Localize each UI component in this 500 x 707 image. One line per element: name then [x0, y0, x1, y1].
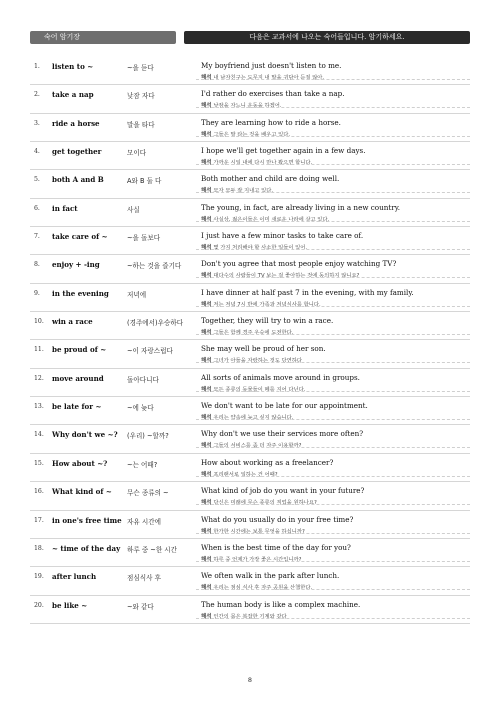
idiom-row: [30, 454, 470, 482]
idiom-row: [30, 114, 470, 142]
idiom-row: [30, 57, 470, 85]
example-sentence: Together, they will try to win a race.: [201, 316, 334, 326]
translation-tag: 해석: [201, 160, 212, 167]
row-divider: [196, 618, 470, 619]
idiom-row: [30, 482, 470, 510]
idiom-row: [30, 369, 470, 397]
translation-tag: 해석: [201, 330, 212, 337]
header-bar: [30, 31, 470, 44]
page-number: 8: [247, 676, 253, 684]
example-sentence: I have dinner at half past 7 in the evening, with my family.: [201, 287, 414, 297]
row-divider: [196, 79, 470, 80]
translation-text: 우리는 점심 식사 후 자주 공원을 산책한다.: [213, 585, 313, 592]
translation-text: 그들은 말 타는 것을 배우고 있다.: [213, 131, 291, 138]
row-divider: [196, 561, 470, 562]
translation-text: 대다수의 사람들이 TV 보는 걸 좋아하는 것에 동의하지 않니요?: [213, 273, 360, 280]
item-number: 2.: [34, 91, 40, 99]
translation-text: 모자 모두 잘 지내고 있다.: [213, 188, 274, 195]
item-number: 6.: [34, 204, 40, 212]
idiom-phrase: listen to ~: [52, 62, 94, 71]
idiom-phrase: both A and B: [52, 175, 104, 185]
idiom-meaning: 자유 시간에: [127, 517, 161, 526]
item-number: 8.: [34, 261, 40, 269]
example-sentence: Why don't we use their services more often?: [201, 429, 364, 439]
row-divider: [196, 107, 470, 108]
example-sentence: The young, in fact, are already living in a new country.: [201, 202, 401, 212]
idiom-phrase: get together: [52, 147, 102, 157]
translation-tag: 해석: [201, 273, 212, 280]
translation-text: 우리는 약속에 늦고 싶지 않습니다.: [213, 415, 294, 422]
idiom-meaning: (경주에서)우승하다: [127, 319, 184, 328]
example-sentence: I hope we'll get together again in a few days.: [201, 146, 366, 156]
idiom-phrase: enjoy + -ing: [52, 260, 100, 270]
idiom-meaning: (우리) ~할까?: [127, 432, 169, 441]
row-divider: [196, 419, 470, 420]
example-sentence: When is the best time of the day for you?: [201, 542, 351, 552]
row-divider: [196, 391, 470, 392]
idiom-meaning: 무슨 종류의 ~: [127, 489, 169, 498]
idiom-list: [30, 57, 470, 624]
instruction-banner: 다음은 교과서에 나오는 숙어들입니다. 암기하세요.: [184, 31, 470, 44]
idiom-phrase: win a race: [52, 317, 93, 327]
idiom-meaning: 낮잠 자다: [127, 92, 155, 101]
idiom-row: [30, 142, 470, 170]
translation-tag: 해석: [201, 75, 212, 81]
example-sentence: All sorts of animals move around in groups.: [201, 372, 360, 382]
item-number: 9.: [34, 289, 40, 297]
translation-text: 그들의 서비스를 좀 더 자주 이용할까?: [213, 443, 302, 450]
item-number: 1.: [34, 63, 40, 70]
translation-tag: 해석: [201, 301, 212, 308]
translation-text: 내 남자친구는 도무지 내 말을 귀담아 듣질 않아.: [213, 75, 325, 81]
item-number: 13.: [34, 403, 44, 411]
idiom-meaning: A와 B 둘 다: [127, 177, 162, 186]
translation-tag: 해석: [201, 585, 212, 592]
translation-tag: 해석: [201, 103, 212, 110]
item-number: 18.: [34, 544, 44, 552]
idiom-row: [30, 227, 470, 255]
idiom-meaning: 돌아다니다: [127, 375, 159, 384]
translation-tag: 해석: [201, 386, 212, 393]
idiom-row: [30, 425, 470, 453]
idiom-phrase: be like ~: [52, 600, 88, 610]
row-divider: [196, 164, 470, 165]
idiom-row: [30, 539, 470, 567]
idiom-meaning: 말을 타다: [127, 120, 155, 129]
idiom-phrase: be proud of ~: [52, 345, 107, 355]
idiom-meaning: ~을 듣다: [127, 64, 154, 72]
idiom-row: [30, 284, 470, 312]
example-sentence: We don't want to be late for our appointment.: [201, 401, 368, 411]
translation-tag: 해석: [201, 131, 212, 138]
translation-tag: 해석: [201, 500, 212, 507]
item-number: 15.: [34, 459, 44, 467]
item-number: 12.: [34, 374, 44, 382]
idiom-meaning: 사실: [127, 205, 140, 214]
idiom-phrase: How about ~?: [52, 458, 108, 468]
idiom-phrase: in the evening: [52, 288, 109, 298]
idiom-phrase: What kind of ~: [52, 487, 112, 497]
idiom-phrase: ride a horse: [52, 118, 100, 128]
translation-text: 인간의 몸은 복잡한 기계와 같다: [213, 613, 287, 620]
translation-tag: 해석: [201, 358, 212, 365]
idiom-meaning: 모이다: [127, 149, 147, 158]
translation-tag: 해석: [201, 443, 212, 450]
idiom-phrase: ~ time of the day: [52, 543, 121, 553]
idiom-meaning: ~와 같다: [127, 602, 154, 611]
row-divider: [196, 362, 470, 363]
section-label: 숙어 암기장: [30, 31, 176, 44]
idiom-row: [30, 567, 470, 595]
example-sentence: What kind of job do you want in your future?: [201, 486, 365, 496]
row-divider: [196, 504, 470, 505]
item-number: 11.: [34, 346, 44, 354]
item-number: 7.: [34, 233, 40, 241]
row-divider: [196, 192, 470, 193]
example-sentence: They are learning how to ride a horse.: [201, 117, 341, 127]
idiom-phrase: be late for ~: [52, 402, 102, 412]
translation-tag: 해석: [201, 415, 212, 422]
idiom-phrase: after lunch: [52, 572, 97, 582]
translation-text: 한가한 시간에는 보통 무엇을 하십니까?: [213, 528, 305, 535]
item-number: 20.: [34, 601, 44, 609]
translation-text: 낮잠을 자느니 운동을 하겠어.: [213, 103, 282, 110]
item-number: 4.: [34, 148, 40, 156]
idiom-phrase: take a nap: [52, 90, 94, 100]
translation-tag: 해석: [201, 188, 212, 195]
example-sentence: What do you usually do in your free time?: [201, 514, 354, 524]
idiom-phrase: in fact: [52, 203, 78, 213]
translation-text: 당신은 미래에 무슨 종류의 직업을 원하나요?: [213, 500, 317, 507]
row-divider: [196, 277, 470, 278]
item-number: 10.: [34, 318, 44, 326]
row-divider: [196, 221, 470, 222]
row-divider: [196, 306, 470, 307]
translation-text: 하루 중 언제가 가장 좋은 시간입니까?: [213, 556, 302, 563]
translation-text: 사실상, 젊은이들은 이미 새로운 나라에 살고 있다.: [213, 216, 330, 223]
example-sentence: She may well be proud of her son.: [201, 344, 326, 354]
example-sentence: I'd rather do exercises than take a nap.: [201, 89, 345, 99]
translation-text: 모든 종류의 동물들이 떼를 지어 다닌다.: [213, 386, 306, 393]
example-sentence: The human body is like a complex machine.: [201, 599, 361, 609]
row-divider: [196, 447, 470, 448]
row-divider: [196, 533, 470, 534]
translation-text: 저는 저녁 7시 반에 가족과 저녁식사를 합니다.: [213, 301, 321, 308]
translation-tag: 해석: [201, 556, 212, 563]
item-number: 16.: [34, 488, 44, 496]
idiom-meaning: 저녁에: [127, 290, 147, 299]
example-sentence: How about working as a freelancer?: [201, 457, 334, 467]
translation-tag: 해석: [201, 216, 212, 223]
example-sentence: We often walk in the park after lunch.: [201, 571, 340, 581]
idiom-row: [30, 397, 470, 425]
idiom-meaning: ~을 돌보다: [127, 234, 161, 243]
idiom-row: [30, 199, 470, 227]
idiom-meaning: ~이 자랑스럽다: [127, 347, 173, 356]
item-number: 5.: [34, 176, 40, 184]
translation-text: 그녀가 아들을 자랑하는 것도 당연하다: [213, 358, 303, 365]
idiom-row: [30, 255, 470, 283]
translation-tag: 해석: [201, 613, 212, 620]
idiom-meaning: ~하는 것을 즐기다: [127, 262, 182, 271]
example-sentence: I just have a few minor tasks to take care of.: [201, 231, 364, 241]
example-sentence: My boyfriend just doesn't listen to me.: [201, 61, 342, 70]
idiom-phrase: in one's free time: [52, 515, 122, 525]
translation-tag: 해석: [201, 245, 212, 252]
idiom-phrase: move around: [52, 373, 104, 383]
example-sentence: Don't you agree that most people enjoy watching TV?: [201, 259, 397, 269]
row-divider: [196, 589, 470, 590]
translation-text: 가까운 시일 내에 다시 만나 봤으면 합니다.: [213, 160, 313, 167]
translation-text: 그들은 함께 경주 우승에 도전한다.: [213, 330, 294, 337]
row-divider: [196, 334, 470, 335]
translation-text: 프리랜서로 일하는 건 어때?: [213, 471, 278, 478]
item-number: 14.: [34, 431, 44, 439]
idiom-row: [30, 340, 470, 368]
idiom-row: [30, 511, 470, 539]
idiom-row: [30, 170, 470, 198]
row-divider: [196, 476, 470, 477]
row-divider: [196, 249, 470, 250]
translation-tag: 해석: [201, 528, 212, 535]
row-divider: [196, 136, 470, 137]
idiom-meaning: 하루 중 ~한 시간: [127, 545, 178, 554]
translation-tag: 해석: [201, 471, 212, 478]
idiom-row: [30, 312, 470, 340]
item-number: 19.: [34, 573, 44, 581]
item-number: 17.: [34, 516, 44, 524]
idiom-meaning: ~에 늦다: [127, 404, 154, 413]
idiom-row: [30, 596, 470, 624]
example-sentence: Both mother and child are doing well.: [201, 174, 340, 184]
item-number: 3.: [34, 119, 40, 127]
idiom-meaning: 점심식사 후: [127, 574, 161, 583]
idiom-phrase: Why don't we ~?: [52, 430, 118, 440]
translation-text: 몇 가지 처리해야 할 사소한 일들이 있어.: [213, 245, 308, 252]
idiom-phrase: take care of ~: [52, 232, 108, 242]
idiom-meaning: ~는 어때?: [127, 460, 158, 469]
idiom-row: [30, 85, 470, 113]
